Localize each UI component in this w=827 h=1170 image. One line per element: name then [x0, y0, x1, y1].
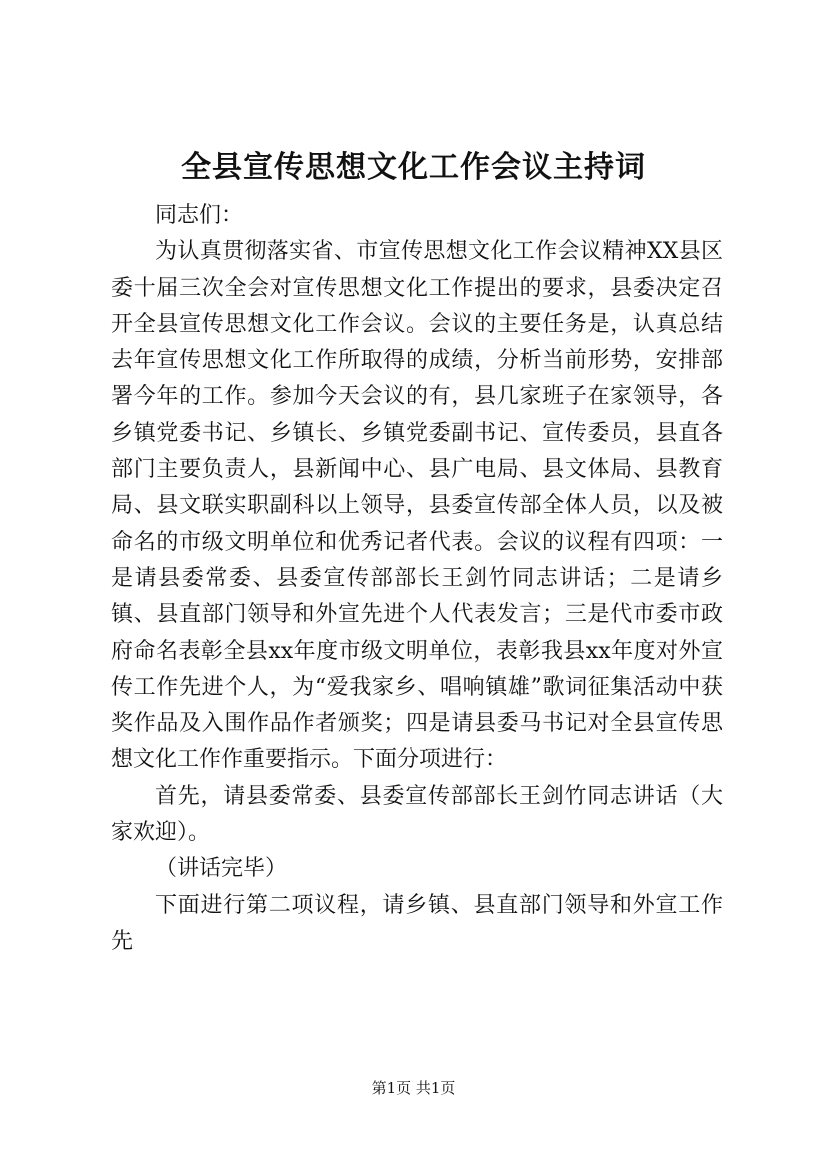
- document-title: 全县宣传思想文化工作会议主持词: [181, 150, 646, 185]
- paragraph-speech-end: （讲话完毕）: [155, 856, 288, 882]
- paragraph-meeting-overview: 为认真贯彻落实省、市宣传思想文化工作会议精神XX县区委十届三次全会对宣传思想文化工作提出的要求，县委决定召开全县宣传思想文化工作会议。会议的主要任务是，认真总结去年宣传思想文化工作所取得的成绩，分析当前形势，安排部署今年的工作。参加今天会议的有，县几家班子在家领导，各乡镇党委书记、乡镇长、乡镇党委副书记、宣传委员，县直各部门主要负责人，县新闻中心、县广电局、县文体局、县教育局、县文联实职副科以上领导，县委宣传部全体人员，以及被命名的市级文明单位和优秀记者代表。会议的议程有四项：一是请县委常委、县委宣传部部长王剑竹同志讲话；二是请乡镇、县直部门领导和外宣先进个人代表发言；三是代市委市政府命名表彰全县xx年度市级文明单位，表彰我县xx年度对外宣传工作先进个人，为“爱我家乡、唱响镇雄”歌词征集活动中获奖作品及入围作品作者颁奖；四是请县委马书记对全县宣传思想文化工作作重要指示。下面分项进行：: [111, 239, 723, 773]
- paragraph-greeting: 同志们：: [155, 203, 244, 228]
- paragraph-first-agenda: 首先，请县委常委、县委宣传部部长王剑竹同志讲话（大家欢迎）。: [111, 783, 723, 846]
- document-body: [111, 198, 723, 960]
- page-footer: 第1页 共1页: [371, 1079, 456, 1097]
- paragraph-second-agenda: 下面进行第二项议程，请乡镇、县直部门领导和外宣工作先: [111, 892, 723, 954]
